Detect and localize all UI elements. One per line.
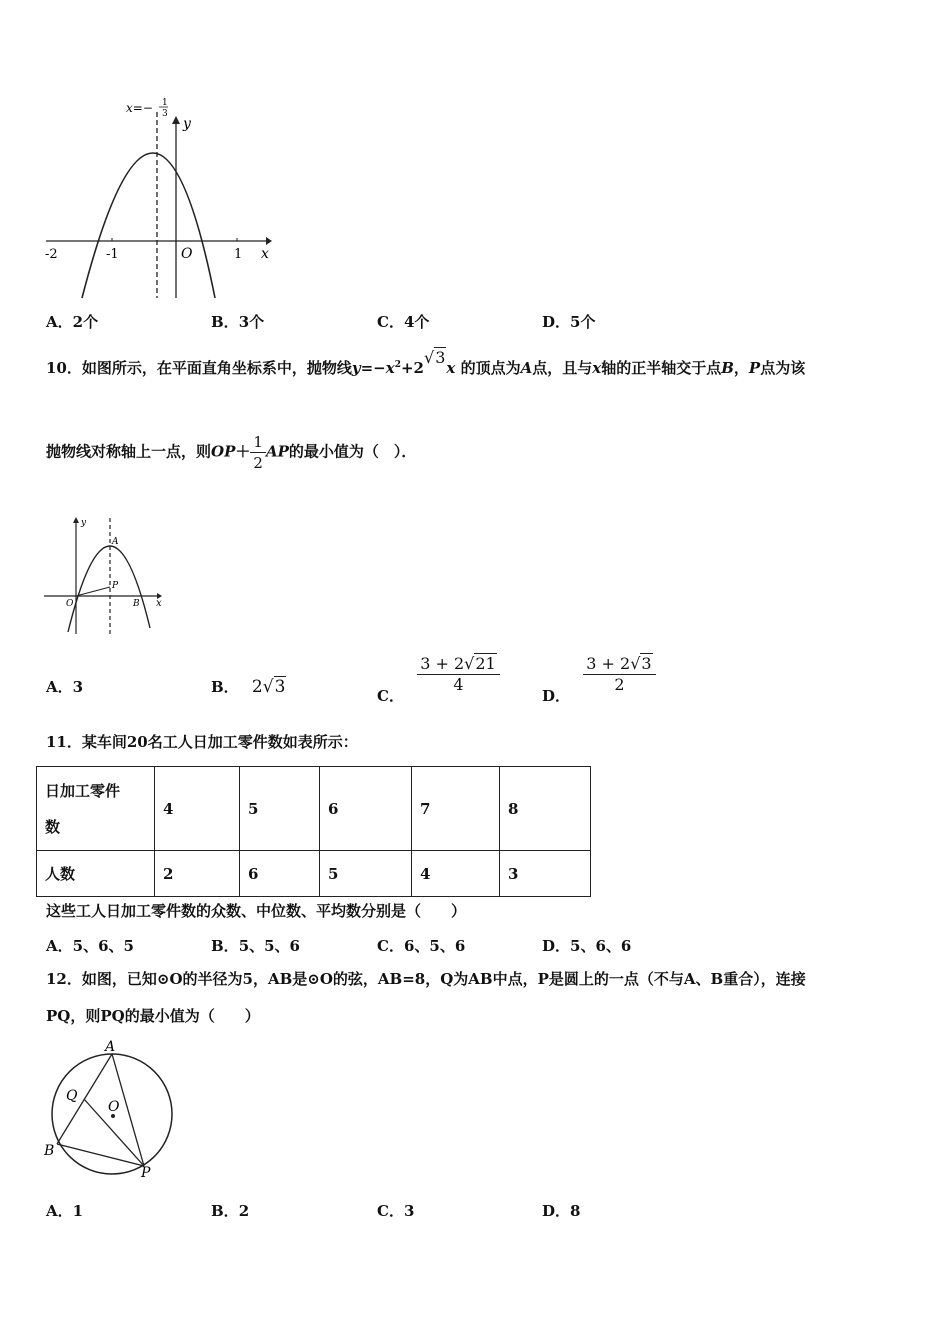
table-cell: 4 <box>412 851 500 897</box>
q9-parabola <box>82 153 215 298</box>
table-row <box>37 851 591 897</box>
table-cell: 4 <box>155 767 240 851</box>
table-cell: 2 <box>155 851 240 897</box>
table-cell: 7 <box>412 767 500 851</box>
q11-row2-header: 人数 <box>37 851 155 897</box>
q12-label-a: A <box>105 1039 116 1055</box>
q9-y-label: y <box>183 116 191 132</box>
q12-label-o: O <box>108 1099 120 1115</box>
table-cell: 8 <box>500 767 591 851</box>
q12-segment-bp <box>57 1144 144 1166</box>
q10-y-label: y <box>81 518 87 528</box>
q10-b-label: B <box>133 599 140 609</box>
table-cell: 5 <box>320 851 412 897</box>
q10-x-label: x <box>156 598 162 609</box>
q11-row1-header: 日加工零件 数 <box>37 767 155 851</box>
q11-stem: 11．某车间20名工人日加工零件数如表所示： <box>46 733 358 751</box>
q9-y-arrow <box>172 116 180 124</box>
q12-option-c[interactable]: C．3 <box>377 1202 415 1220</box>
q12-option-d[interactable]: D．8 <box>542 1202 581 1220</box>
q11-option-d[interactable]: D．5、6、6 <box>542 937 632 955</box>
q10-stem-line1: 10．如图所示，在平面直角坐标系中，抛物线$y=-x^2+2√3x$ 的顶点为A点，且与x轴的正半轴交于点B，P点为该 <box>46 348 806 377</box>
q12-option-b[interactable]: B．2 <box>211 1202 250 1220</box>
q10-option-a[interactable]: A．3 <box>46 678 84 696</box>
q12-option-a[interactable]: A．1 <box>46 1202 84 1220</box>
q9-x-label: x <box>261 246 269 262</box>
q9-option-c[interactable]: C．4个 <box>377 313 430 331</box>
q9-axis-line-label: x=− <box>126 101 153 115</box>
q10-option-c[interactable]: C． $\frac{3 + 2√21}{4}$ <box>377 654 500 695</box>
table-row <box>37 767 591 851</box>
q10-o-label: O <box>66 599 74 609</box>
q9-option-d[interactable]: D．5个 <box>542 313 596 331</box>
q9-origin-label: O <box>181 246 193 262</box>
q11-table <box>36 766 591 897</box>
q12-stem-line1: 12．如图，已知⊙O的半径为5，AB是⊙O的弦，AB=8，Q为AB中点，P是圆上的一点（不与A、B重合），连接 <box>46 970 806 988</box>
q11-question: 这些工人日加工零件数的众数、中位数、平均数分别是（ ） <box>46 902 467 920</box>
q10-p-label: P <box>112 581 119 591</box>
q10-stem-line2: 抛物线对称轴上一点，则OP＋ $\frac{1}{2}$ AP的最小值为（ ）． <box>46 433 417 472</box>
q12-label-b: B <box>44 1143 55 1159</box>
q11-option-b[interactable]: B．5、5、6 <box>211 937 300 955</box>
q9-option-a[interactable]: A．2个 <box>46 313 99 331</box>
q12-stem-line2: PQ，则PQ的最小值为（ ） <box>46 1007 260 1025</box>
q9-tick-neg2: -2 <box>45 247 58 262</box>
q9-axis-frac-den: 3 <box>162 109 168 119</box>
table-cell: 5 <box>240 767 320 851</box>
table-cell: 6 <box>320 767 412 851</box>
table-cell: 6 <box>240 851 320 897</box>
q10-parabola <box>68 546 150 632</box>
q12-label-q: Q <box>66 1088 78 1104</box>
q11-option-a[interactable]: A．5、6、5 <box>46 937 134 955</box>
q12-label-p: P <box>141 1165 151 1181</box>
q9-tick-neg1: -1 <box>106 247 119 262</box>
q9-parabola-graph <box>40 96 280 302</box>
q9-tick-1: 1 <box>234 247 243 262</box>
q9-x-arrow <box>266 237 272 245</box>
q11-option-c[interactable]: C．6、5、6 <box>377 937 466 955</box>
q9-option-b[interactable]: B．3个 <box>211 313 265 331</box>
table-cell: 3 <box>500 851 591 897</box>
q12-circle-graph <box>40 1038 180 1182</box>
q10-option-b[interactable]: B． 2√3 <box>211 677 286 697</box>
q10-parabola-graph <box>40 512 170 638</box>
q10-option-d[interactable]: D． $\frac{3 + 2√3}{2}$ <box>542 654 656 695</box>
q9-axis-frac-num: 1 <box>162 98 168 108</box>
q10-a-label: A <box>112 537 119 547</box>
